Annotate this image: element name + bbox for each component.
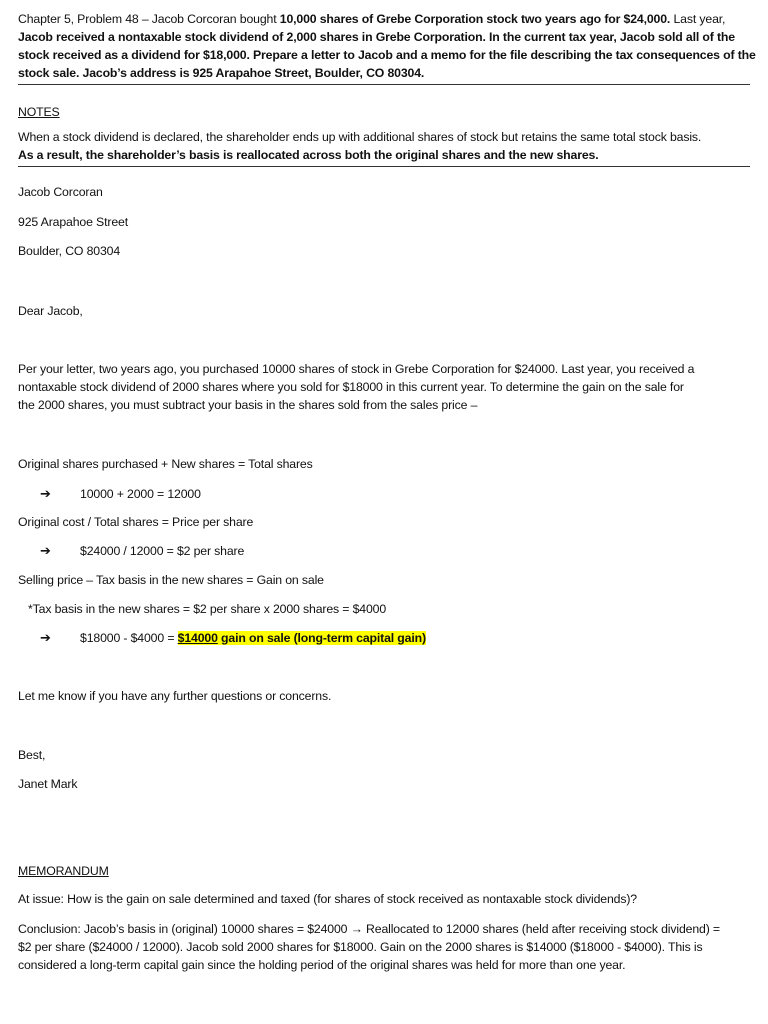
gain-amount: $14000 bbox=[177, 631, 218, 645]
memo-conclusion-line-3: considered a long-term capital gain since the holding period of the original shares was held for more than one year. bbox=[18, 958, 626, 972]
notes-heading: NOTES bbox=[18, 105, 60, 119]
calc-3-note: *Tax basis in the new shares = $2 per share x 2000 shares = $4000 bbox=[28, 602, 387, 616]
memo-conclusion-line-1: Conclusion: Jacob’s basis in (original) 10000 shares = $24000 → Reallocated to 12000 shares (held after receiving stock dividend) = bbox=[18, 922, 720, 936]
arrow-icon: ➔ bbox=[40, 486, 51, 501]
calc-3-label: Selling price – Tax basis in the new shares = Gain on sale bbox=[18, 573, 324, 587]
signoff: Best, bbox=[18, 748, 46, 762]
arrow-icon: ➔ bbox=[40, 543, 51, 558]
calc-1-result bbox=[40, 485, 201, 503]
greeting: Dear Jacob, bbox=[18, 304, 83, 318]
calc-result-text: 10000 + 2000 = 12000 bbox=[80, 487, 201, 501]
recipient-city: Boulder, CO 80304 bbox=[18, 244, 121, 258]
letter-paragraph-line-1: Per your letter, two years ago, you purchased 10000 shares of stock in Grebe Corporation for $24000. Last year, you received a bbox=[18, 362, 695, 376]
arrow-icon: ➔ bbox=[40, 630, 51, 645]
divider bbox=[18, 84, 750, 85]
memo-issue: At issue: How is the gain on sale determined and taxed (for shares of stock received as nontaxable stock dividends)? bbox=[18, 892, 637, 906]
divider bbox=[18, 166, 750, 167]
calc-2-result bbox=[40, 542, 244, 560]
notes-line-1: When a stock dividend is declared, the shareholder ends up with additional shares of stock but retains the same total stock basis. bbox=[18, 130, 702, 144]
letter-paragraph-line-3: the 2000 shares, you must subtract your basis in the shares sold from the sales price – bbox=[18, 398, 478, 412]
intro-line-2: Jacob received a nontaxable stock dividend of 2,000 shares in Grebe Corporation. In the current tax year, Jacob sold all of the bbox=[18, 30, 735, 44]
calc-3-result bbox=[40, 629, 426, 647]
closing-line: Let me know if you have any further questions or concerns. bbox=[18, 689, 332, 703]
intro-line-1 bbox=[18, 10, 725, 28]
intro-bold-text: 10,000 shares of Grebe Corporation stock two years ago for $24,000. bbox=[279, 12, 671, 26]
letter-paragraph-line-2: nontaxable stock dividend of 2000 shares where you sold for $18000 in this current year. To determine the gain on the sale for bbox=[18, 380, 684, 394]
memo-heading: MEMORANDUM bbox=[18, 864, 109, 878]
calc-result-text: $24000 / 12000 = $2 per share bbox=[80, 544, 245, 558]
signature: Janet Mark bbox=[18, 777, 78, 791]
recipient-name: Jacob Corcoran bbox=[18, 185, 103, 199]
calc-result-text: $18000 - $4000 = bbox=[80, 631, 178, 645]
intro-line-3: stock received as a dividend for $18,000. Prepare a letter to Jacob and a memo for the file describing the tax consequences of the bbox=[18, 48, 756, 62]
gain-description: gain on sale (long-term capital gain) bbox=[217, 631, 426, 645]
calc-1-label: Original shares purchased + New shares = Total shares bbox=[18, 457, 313, 471]
intro-text: Last year, bbox=[670, 12, 726, 26]
gain-highlight bbox=[178, 631, 426, 645]
memo-conclusion-line-2: $2 per share ($24000 / 12000). Jacob sold 2000 shares for $18000. Gain on the 2000 shares is $14000 ($18000 - $4000). This is bbox=[18, 940, 703, 954]
intro-text: Chapter 5, Problem 48 – Jacob Corcoran bought bbox=[18, 12, 280, 26]
recipient-street: 925 Arapahoe Street bbox=[18, 215, 128, 229]
intro-line-4: stock sale. Jacob’s address is 925 Arapahoe Street, Boulder, CO 80304. bbox=[18, 66, 425, 80]
calc-2-label: Original cost / Total shares = Price per share bbox=[18, 515, 254, 529]
notes-line-2: As a result, the shareholder’s basis is reallocated across both the original shares and the new shares. bbox=[18, 148, 599, 162]
